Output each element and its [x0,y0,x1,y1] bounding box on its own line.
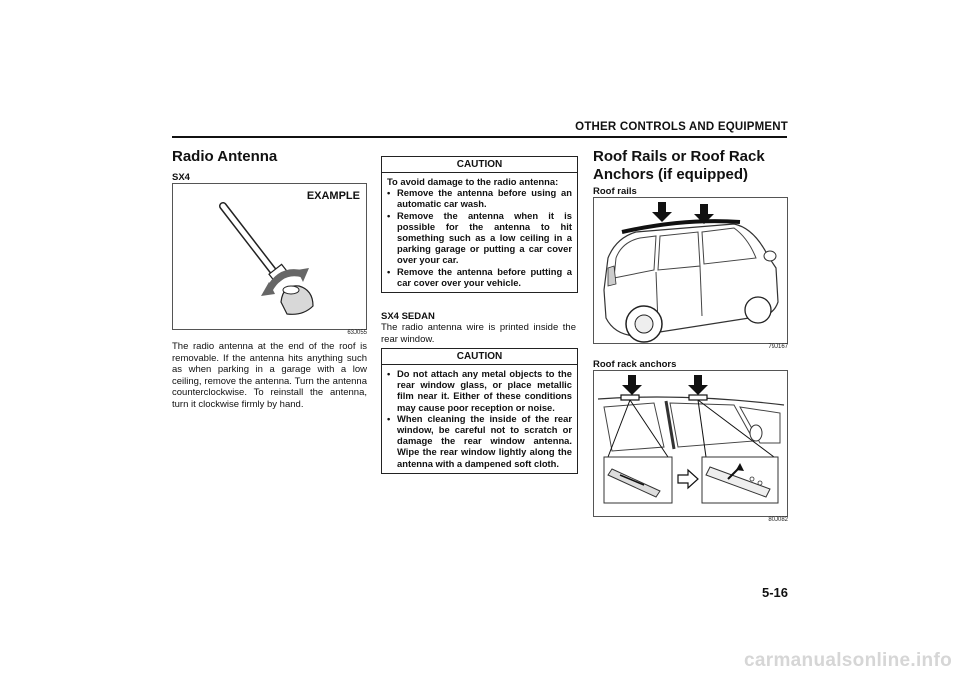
caution-1-lead: To avoid damage to the radio antenna: [387,176,559,187]
watermark-text[interactable]: carmanualsonline.info [744,650,952,671]
caution-1-item: • Remove the antenna when it is possible for the antenna to hit something such as a low ceiling in a parking garage or putting a car cover over your car. [387,210,572,266]
caution-2-item: • When cleaning the inside of the rear window, be careful not to scratch or damage the rear window antenna. Wipe the rear window lightly along the antenna with a dampened soft cloth. [387,413,572,469]
roof-rails-figure [593,197,788,344]
antenna-figure [172,183,367,330]
roof-anchors-illustration [594,371,787,516]
caution-1-item: • Remove the antenna before using an automatic car wash. [387,187,572,209]
roof-anchors-figure [593,370,788,517]
roof-rails-figure-code: 79J167 [768,344,788,350]
sx4-sedan-label: SX4 SEDAN [381,311,435,322]
roof-anchors-figure-code: 80J082 [768,517,788,523]
sedan-description: The radio antenna wire is printed inside the rear window. [381,322,576,345]
antenna-illustration [173,184,366,329]
caution-2-title: CAUTION [382,349,577,365]
roof-anchors-label: Roof rack anchors [593,359,677,370]
caution-1-item: • Remove the antenna before putting a car cover over your vehicle. [387,266,572,288]
car-roof-rails-illustration [594,198,787,343]
roof-rails-heading: Roof Rails or Roof Rack Anchors (if equipped) [593,148,765,183]
caution-1-title: CAUTION [382,157,577,173]
header-rule [172,136,787,138]
example-label: EXAMPLE [306,190,360,202]
page-number: 5-16 [761,585,788,600]
caution-2-item: • Do not attach any metal objects to the rear window glass, or place metallic film near it. Either of these conditions may cause poor reception or noise. [387,368,572,413]
sx4-label: SX4 [172,172,190,183]
caution-box-2 [381,348,578,474]
antenna-description: The radio antenna at the end of the roof is removable. If the antenna hits anything such as when parking in a garage with a low ceiling, remove the antenna. Turn the antenna counterclockwise. To reinstall the antenna, turn it clockwise firmly by hand. [172,341,367,410]
section-title: OTHER CONTROLS AND EQUIPMENT [575,121,788,133]
roof-rails-label: Roof rails [593,186,637,197]
caution-box-1 [381,156,578,293]
antenna-figure-code: 63J055 [347,330,367,336]
radio-antenna-heading: Radio Antenna [172,148,278,165]
